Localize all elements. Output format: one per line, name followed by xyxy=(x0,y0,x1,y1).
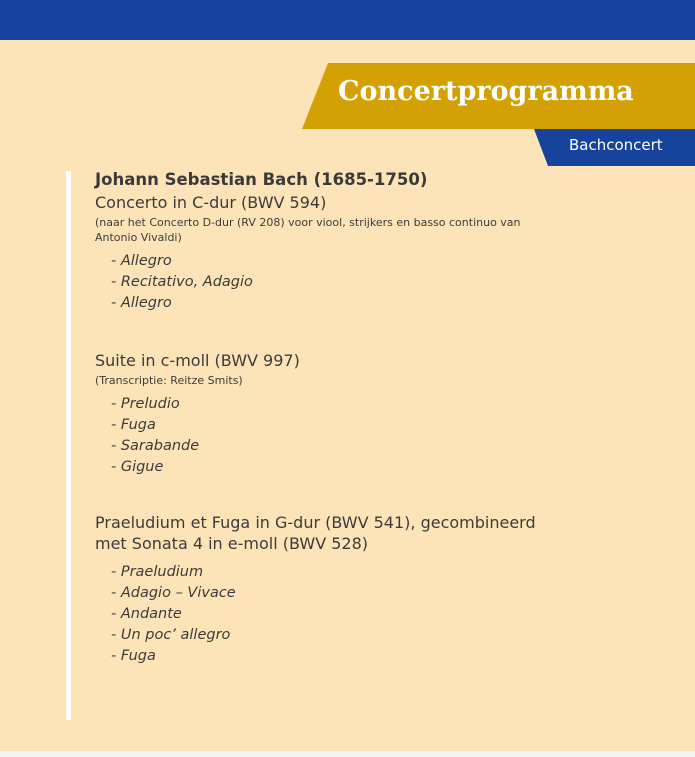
piece-2 xyxy=(95,350,565,478)
movement-item: - Fuga xyxy=(111,417,156,433)
movement-list xyxy=(95,251,565,314)
bottom-divider xyxy=(0,751,695,757)
piece-1 xyxy=(95,192,565,314)
movement-item: - Recitativo, Adagio xyxy=(111,274,253,290)
movement-list xyxy=(95,562,565,667)
piece-title: Suite in c-moll (BWV 997) xyxy=(95,351,300,370)
movement-item: - Andante xyxy=(111,606,182,622)
left-divider xyxy=(66,171,71,720)
composer-name: Johann Sebastian Bach (1685-1750) xyxy=(95,170,428,189)
movement-item: - Allegro xyxy=(111,295,172,311)
movement-item: - Praeludium xyxy=(111,564,204,580)
page-title: Concertprogramma xyxy=(338,76,634,107)
movement-list xyxy=(95,394,565,478)
piece-title: Concerto in C-dur (BWV 594) xyxy=(95,193,327,212)
movement-item: - Allegro xyxy=(111,253,172,269)
piece-3 xyxy=(95,512,565,667)
top-bar xyxy=(0,0,695,40)
movement-item: - Un poc’ allegro xyxy=(111,627,231,643)
movement-item: - Adagio – Vivace xyxy=(111,585,236,601)
page-subtitle: Bachconcert xyxy=(569,136,663,154)
piece-note: (Transcriptie: Reitze Smits) xyxy=(95,374,243,387)
program-content xyxy=(95,169,565,667)
movement-item: - Gigue xyxy=(111,459,164,475)
movement-item: - Sarabande xyxy=(111,438,200,454)
piece-note: (naar het Concerto D-dur (RV 208) voor viool, strijkers en basso continuo van Antonio Vivaldi) xyxy=(95,216,521,244)
piece-title: Praeludium et Fuga in G-dur (BWV 541), gecombineerd met Sonata 4 in e-moll (BWV 528) xyxy=(95,513,536,553)
movement-item: - Preludio xyxy=(111,396,180,412)
movement-item: - Fuga xyxy=(111,648,156,664)
